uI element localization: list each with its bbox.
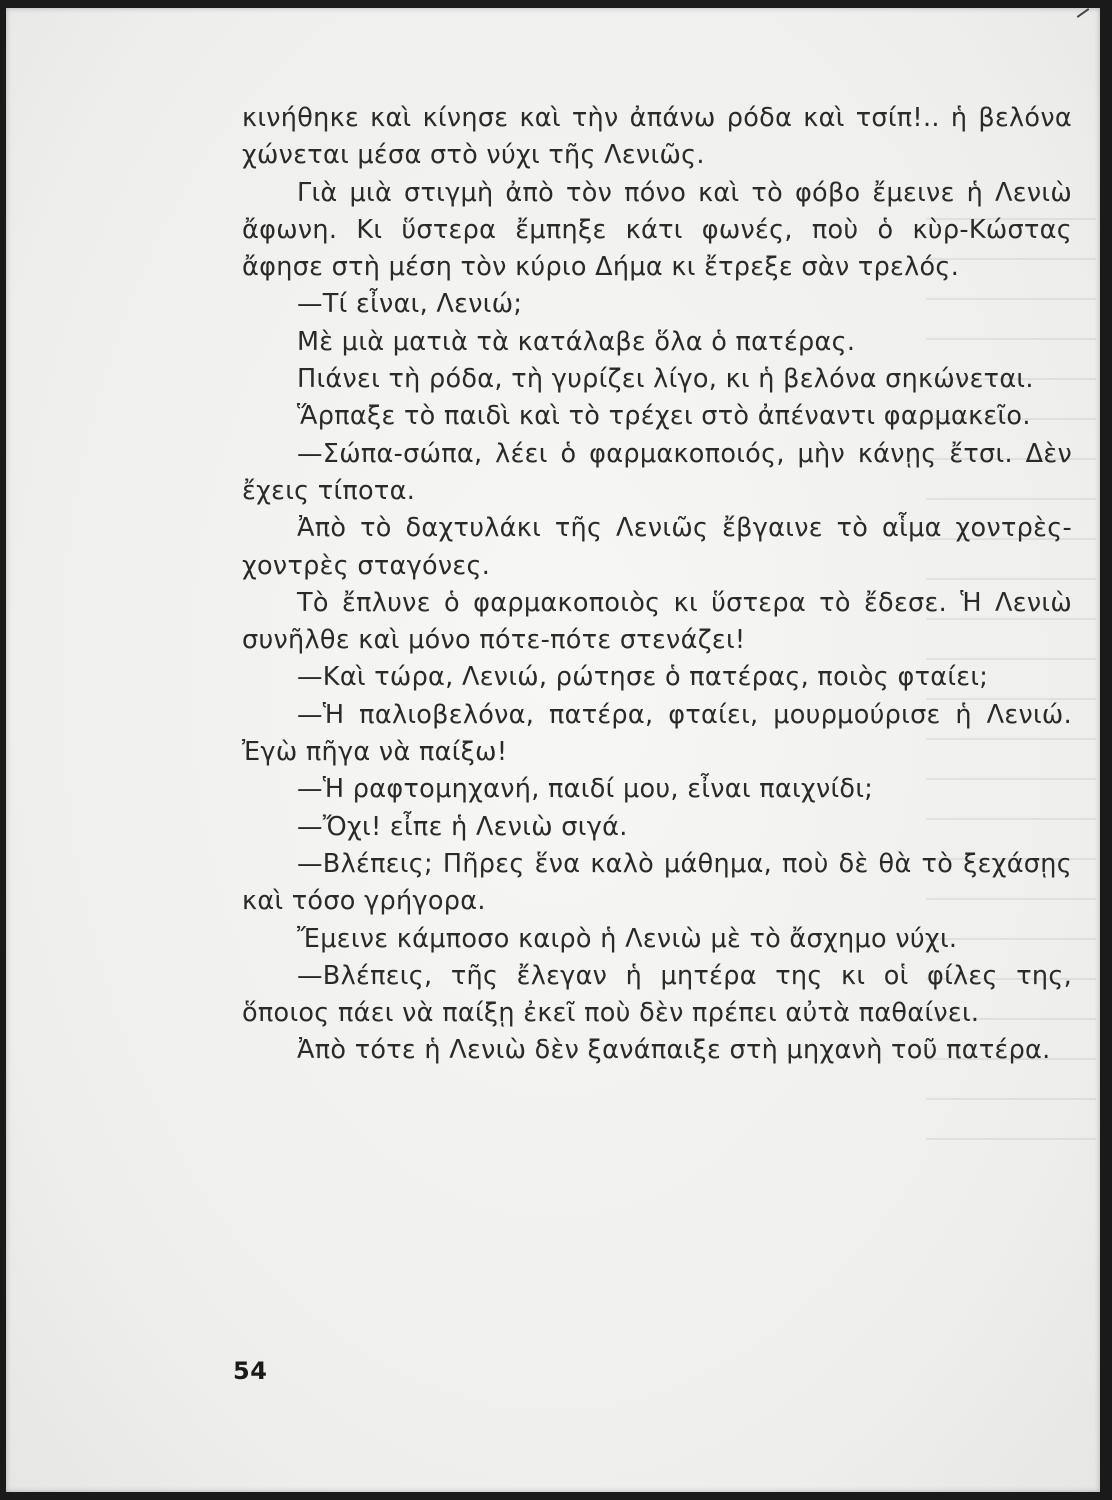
scan-corner-mark [1077, 8, 1090, 18]
paragraph: —Ὄχι! εἶπε ἡ Λενιὼ σιγά. [297, 811, 628, 842]
paragraph: Ἀπὸ τὸ δαχτυλάκι τῆς Λενιῶς ἔβγαινε τὸ αἷμα χοντρὲς-χοντρὲς σταγόνες. [242, 513, 1072, 581]
paragraph: —Καὶ τώρα, Λενιώ, ρώτησε ὁ πατέρας, ποιὸς φταίει; [297, 662, 989, 693]
paragraph: Ἀπὸ τότε ἡ Λενιὼ δὲν ξανάπαιξε στὴ μηχανὴ τοῦ πατέρα. [297, 1035, 1051, 1066]
paragraph: Ἔμεινε κάμποσο καιρὸ ἡ Λενιὼ μὲ τὸ ἄσχημο νύχι. [297, 923, 958, 954]
paragraph: —Σώπα-σώπα, λέει ὁ φαρμακοποιός, μὴν κάνῃς ἔτσι. Δὲν ἔχεις τίποτα. [242, 438, 1072, 506]
paragraph: —Τί εἶναι, Λενιώ; [297, 289, 523, 320]
paragraph: Ἅρπαξε τὸ παιδὶ καὶ τὸ τρέχει στὸ ἀπέναντι φαρμακεῖο. [297, 401, 1031, 432]
paragraph: Πιάνει τὴ ρόδα, τὴ γυρίζει λίγο, κι ἡ βελόνα σηκώνεται. [297, 364, 1034, 395]
body-text [242, 100, 1072, 1070]
paragraph: Γιὰ μιὰ στιγμὴ ἀπὸ τὸν πόνο καὶ τὸ φόβο ἔμεινε ἡ Λενιὼ ἄφωνη. Κι ὕστερα ἔμπηξε κάτι φωνές, ποὺ ὁ κὺρ-Κώστας ἄφησε στὴ μέση τὸν κύριο Δήμα κι ἔτρεξε σὰν τρελός. [242, 177, 1072, 283]
paragraph: Μὲ μιὰ ματιὰ τὰ κατάλαβε ὅλα ὁ πατέρας. [297, 326, 856, 357]
paragraph: κινήθηκε καὶ κίνησε καὶ τὴν ἀπάνω ρόδα καὶ τσίπ!.. ἡ βελόνα χώνεται μέσα στὸ νύχι τῆς Λενιῶς. [242, 103, 1072, 171]
page-number: 54 [233, 1357, 268, 1385]
paragraph: —Βλέπεις; Πῆρες ἕνα καλὸ μάθημα, ποὺ δὲ θὰ τὸ ξεχάσῃς καὶ τόσο γρήγορα. [242, 848, 1072, 917]
paragraph: Τὸ ἔπλυνε ὁ φαρμακοποιὸς κι ὕστερα τὸ ἔδεσε. Ἡ Λενιὼ συνῆλθε καὶ μόνο πότε-πότε στενάζει! [242, 587, 1072, 656]
paragraph: —Ἡ ραφτομηχανή, παιδί μου, εἶναι παιχνίδι; [297, 774, 874, 805]
paragraph: —Βλέπεις, τῆς ἔλεγαν ἡ μητέρα της κι οἱ φίλες της, ὅποιος πάει νὰ παίξῃ ἐκεῖ ποὺ δὲν πρέπει αὐτὰ παθαίνει. [242, 960, 1072, 1029]
paragraph: —Ἡ παλιοβελόνα, πατέρα, φταίει, μουρμούρισε ἡ Λενιώ. Ἐγὼ πῆγα νὰ παίξω! [242, 699, 1072, 768]
